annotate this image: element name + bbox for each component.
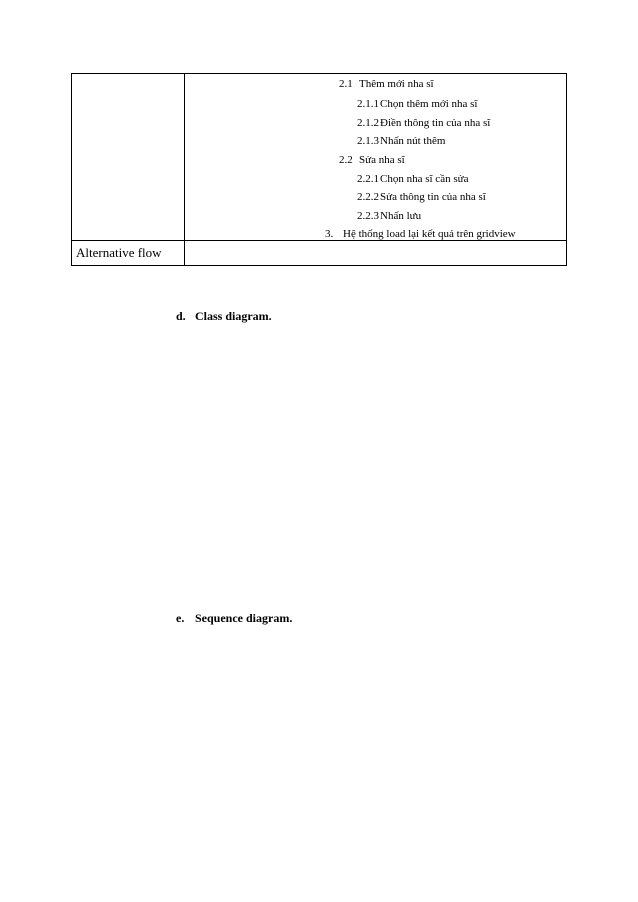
step-text: Chọn thêm mới nha sĩ — [380, 98, 478, 110]
step-number: 2.1.2 — [357, 117, 379, 129]
step-number: 2.1.3 — [357, 135, 379, 147]
step-text: Sửa nha sĩ — [359, 154, 405, 166]
use-case-table — [71, 73, 567, 266]
step-text: Điền thông tin của nha sĩ — [380, 117, 491, 129]
alternative-flow-row — [72, 241, 567, 266]
step-text: Nhấn nút thêm — [380, 135, 446, 147]
heading-letter: d. — [176, 309, 186, 323]
alternative-flow-cell — [185, 241, 567, 266]
class-diagram-heading — [176, 309, 272, 324]
flow-step — [357, 173, 468, 186]
flow-step — [325, 228, 516, 241]
step-number: 2.2.1 — [357, 173, 379, 185]
step-number: 3. — [325, 228, 334, 240]
step-text: Chọn nha sĩ cần sửa — [380, 173, 469, 185]
flow-step — [357, 98, 477, 111]
step-number: 2.2 — [339, 154, 353, 166]
step-text: Hệ thống load lại kết quả trên gridview — [343, 228, 516, 240]
flow-step — [357, 210, 421, 223]
flow-step — [339, 154, 405, 167]
step-text: Sửa thông tin của nha sĩ — [380, 191, 486, 203]
flow-step — [357, 135, 445, 148]
sequence-diagram-heading — [176, 611, 292, 626]
step-number: 2.1 — [339, 78, 353, 90]
main-flow-row — [72, 74, 567, 241]
main-flow-label-cell — [72, 74, 185, 241]
step-number: 2.1.1 — [357, 98, 379, 110]
main-flow-cell — [185, 74, 567, 241]
heading-title: Class diagram. — [195, 309, 272, 323]
step-text: Thêm mới nha sĩ — [359, 78, 434, 90]
alternative-flow-label: Alternative flow — [76, 245, 162, 260]
alternative-flow-label-cell — [72, 241, 185, 266]
step-number: 2.2.3 — [357, 210, 379, 222]
step-text: Nhấn lưu — [380, 210, 422, 222]
flow-step — [357, 117, 490, 130]
step-number: 2.2.2 — [357, 191, 379, 203]
heading-title: Sequence diagram. — [195, 611, 293, 625]
flow-step — [357, 191, 486, 204]
flow-step — [339, 78, 434, 91]
heading-letter: e. — [176, 611, 185, 625]
